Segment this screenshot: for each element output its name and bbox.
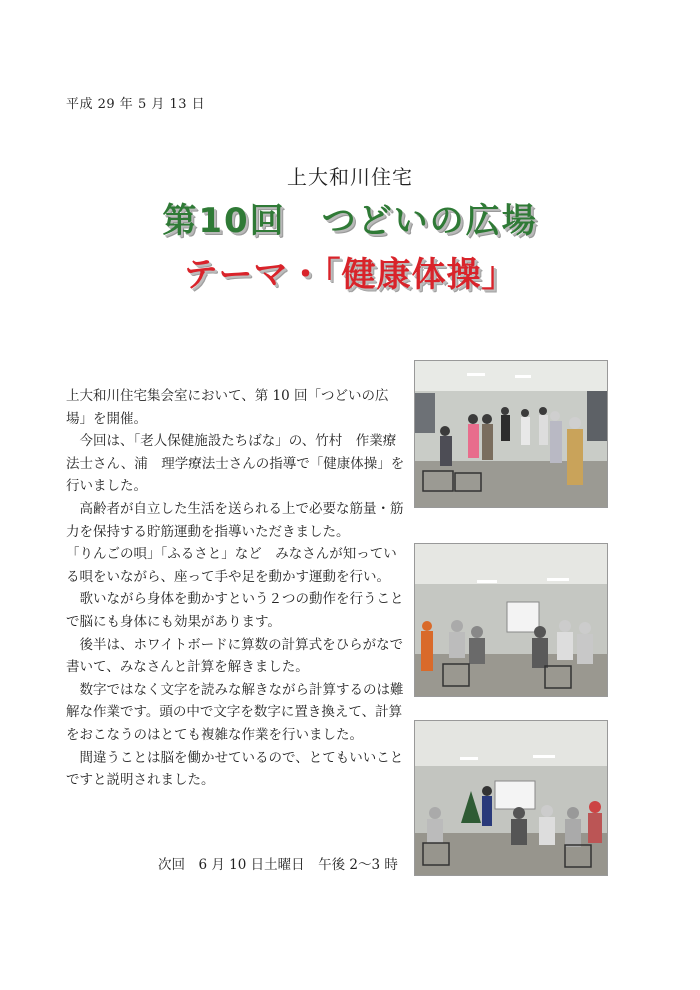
paragraph: 高齢者が自立した生活を送られる上で必要な筋量・筋力を保持する貯筋運動を指導いただきました。 xyxy=(66,500,404,540)
paragraph: 歌いながら身体を動かすという２つの動作を行うことで脳にも身体にも効果があります。 xyxy=(66,591,404,630)
paragraph: 今回は、「老人保健施設たちばな」の、竹村 作業療法士さん、浦 理学療法士さんの指導で「健康体操」を行いました。 xyxy=(66,433,405,495)
paragraph: 上大和川住宅集会室において、第 10 回「つどいの広場」を開催。 xyxy=(66,388,389,427)
event-photo-seated xyxy=(414,543,608,697)
document-subtitle: 上大和川住宅 xyxy=(287,165,413,189)
body-text xyxy=(66,385,406,792)
document-date: 平成 29 年 5 月 13 日 xyxy=(66,97,206,112)
event-photo-standing xyxy=(414,360,608,508)
document-theme: テーマ・「健康体操」 xyxy=(183,255,517,295)
paragraph: 数字ではなく文字を読みな解きながら計算するのは難解な作業です。頭の中で文字を数字に置き換えて、計算をおこなうのはとても複雑な作業を行いました。 xyxy=(66,681,404,743)
paragraph: 後半は、ホワイトボードに算数の計算式をひらがなで書いて、みなさんと計算を解きました。 xyxy=(66,636,404,676)
event-photo-whiteboard xyxy=(414,720,608,876)
paragraph: 「りんごの唄」「ふるさと」など みなさんが知っている唄をいながら、座って手や足を動かす運動を行い。 xyxy=(66,546,397,585)
document-title: 第10回 つどいの広場 xyxy=(162,201,538,241)
paragraph: 間違うことは脳を働かせているので、とてもいいことですと説明されました。 xyxy=(66,749,404,789)
next-event: 次回 6 月 10 日土曜日 午後 2～3 時 xyxy=(158,857,398,873)
